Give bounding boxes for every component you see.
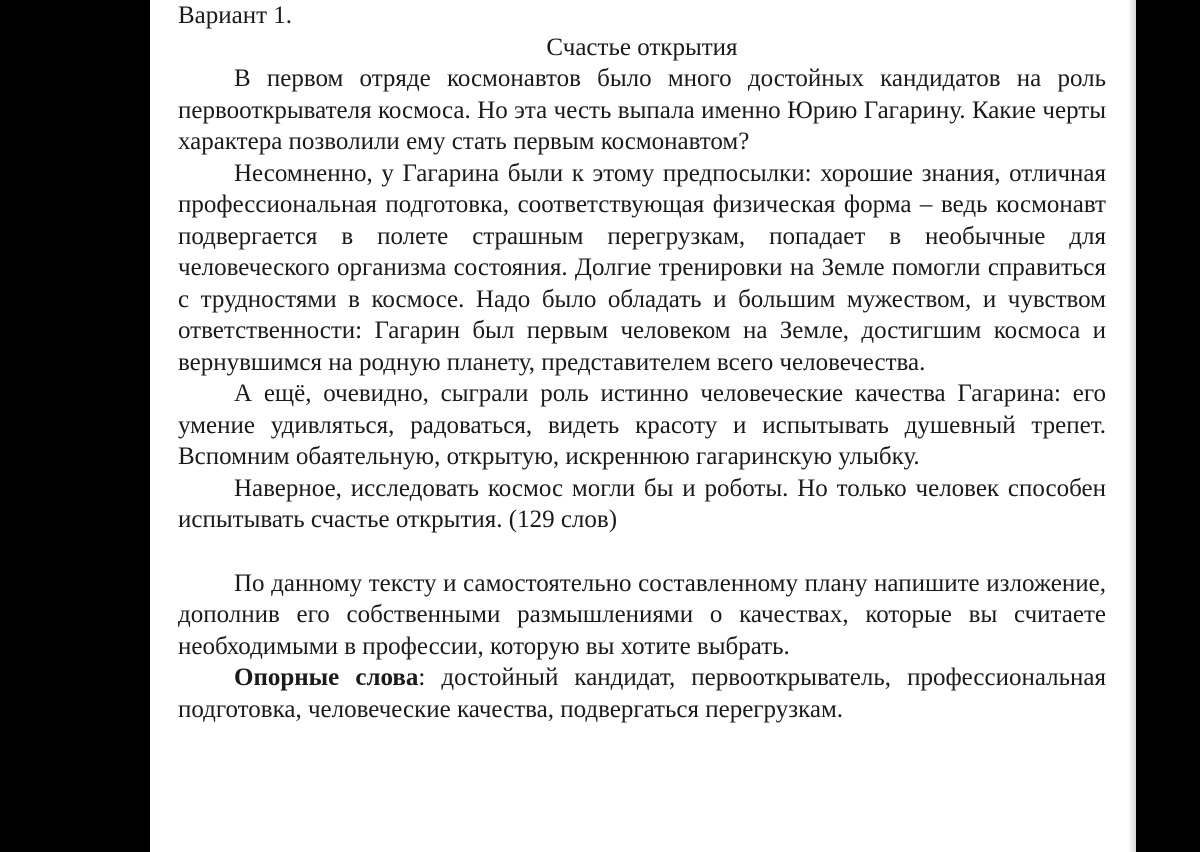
- keywords-paragraph: [178, 662, 1106, 725]
- paragraph-2: Несомненно, у Гагарина были к этому предпосылки: хорошие знания, отличная профессиональная подготовка, соответствующая физическая форма – ведь космонавт подвергается в полете страшным перегрузкам, попадает в необычные для человеческого организма состояния. Долгие тренировки на Земле помогли справиться с трудностями в космосе. Надо было обладать и большим мужеством, и чувством ответственности: Гагарин был первым человеком на Земле, достигшим космоса и вернувшимся на родную планету, представителем всего человечества.: [178, 159, 1106, 376]
- keywords-label: Опорные слова: [234, 664, 419, 691]
- text-title: Счастье открытия: [546, 33, 738, 61]
- page-edge-shadow: [1128, 0, 1136, 852]
- variant-label: Вариант 1.: [178, 2, 293, 29]
- keywords-list: достойный кандидат, первооткрыватель, профессиональная подготовка, человеческие качества, подвергаться перегрузкам.: [178, 664, 1107, 723]
- paragraph-3: А ещё, очевидно, сыграли роль истинно человеческие качества Гагарина: его умение удивляться, радоваться, видеть красоту и испытывать душевный трепет. Вспомним обаятельную, открытую, искреннюю гагаринскую улыбку.: [178, 380, 1106, 470]
- task-instruction: По данному тексту и самостоятельно составленному плану напишите изложение, дополнив его собственными размышлениями о качествах, которые вы считаете необходимыми в профессии, которую вы хотите выбрать.: [178, 569, 1106, 660]
- keywords-colon: :: [418, 664, 426, 691]
- document-page: [150, 0, 1136, 852]
- paragraph-1: В первом отряде космонавтов было много достойных кандидатов на роль первооткрывателя космоса. Но эта честь выпала именно Юрию Гагарину. Какие черты характера позволили ему стать первым космонавтом?: [178, 65, 1106, 155]
- paragraph-4: Наверное, исследовать космос могли бы и роботы. Но только человек способен испытывать счастье открытия. (129 слов): [178, 474, 1106, 533]
- document-content: [178, 0, 1106, 725]
- paragraph-gap: [178, 536, 1106, 568]
